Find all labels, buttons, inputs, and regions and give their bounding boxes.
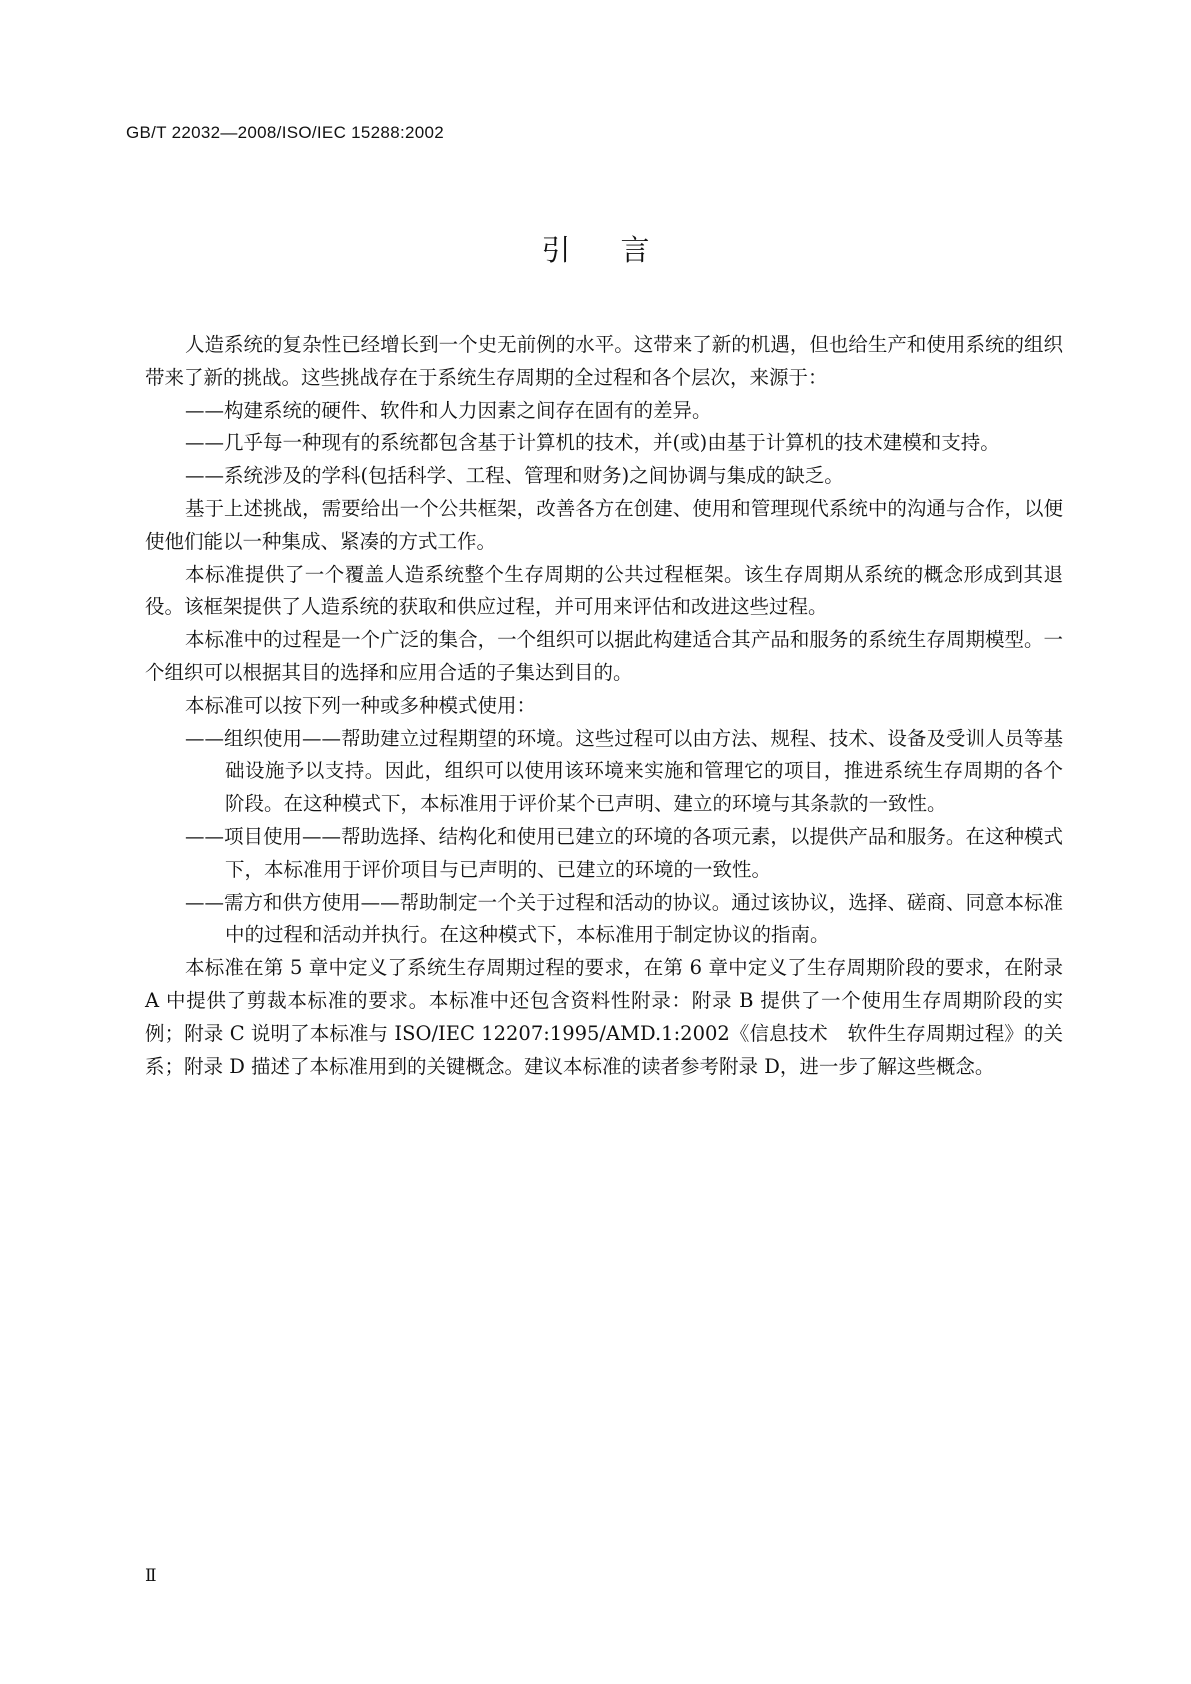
dash-item: ——构建系统的硬件、软件和人力因素之间存在固有的差异。 [185, 398, 712, 422]
paragraph: 基于上述挑战，需要给出一个公共框架，改善各方在创建、使用和管理现代系统中的沟通与合作，以便使他们能以一种集成、紧凑的方式工作。 [145, 496, 1063, 553]
paragraph: 本标准中的过程是一个广泛的集合，一个组织可以据此构建适合其产品和服务的系统生存周期模型。一个组织可以根据其目的选择和应用合适的子集达到目的。 [145, 628, 1063, 684]
dash-item: ——几乎每一种现有的系统都包含基于计算机的技术，并(或)由基于计算机的技术建模和支持。 [185, 431, 1000, 455]
body-text [145, 329, 1063, 1083]
mode-item-project: ——项目使用——帮助选择、结构化和使用已建立的环境的各项元素，以提供产品和服务。在这种模式下，本标准用于评价项目与已声明的、已建立的环境的一致性。 [185, 824, 1063, 881]
paragraph: 本标准在第 5 章中定义了系统生存周期过程的要求，在第 6 章中定义了生存周期阶段的要求，在附录 A 中提供了剪裁本标准的要求。本标准中还包含资料性附录：附录 B 提供了一个使用生存周期阶段的实例；附录 C 说明了本标准与 ISO/IEC 12207:1995/AMD.1:2002《信息技术 软件生存周期过程》的关系；附录 D 描述了本标准用到的关键概念。建议本标准的读者参考附录 D，进一步了解这些概念。 [145, 956, 1063, 1078]
paragraph: 本标准提供了一个覆盖人造系统整个生存周期的公共过程框架。该生存周期从系统的概念形成到其退役。该框架提供了人造系统的获取和供应过程，并可用来评估和改进这些过程。 [145, 562, 1063, 619]
paragraph: 人造系统的复杂性已经增长到一个史无前例的水平。这带来了新的机遇，但也给生产和使用系统的组织带来了新的挑战。这些挑战存在于系统生存周期的全过程和各个层次，来源于： [145, 333, 1063, 389]
mode-item-organization: ——组织使用——帮助建立过程期望的环境。这些过程可以由方法、规程、技术、设备及受训人员等基础设施予以支持。因此，组织可以使用该环境来实施和管理它的项目，推进系统生存周期的各个阶段。在这种模式下，本标准用于评价某个已声明、建立的环境与其条款的一致性。 [185, 726, 1063, 816]
page-title: 引言 [541, 233, 700, 267]
dash-item: ——系统涉及的学科(包括科学、工程、管理和财务)之间协调与集成的缺乏。 [185, 464, 844, 488]
document-code-header: GB/T 22032—2008/ISO/IEC 15288:2002 [126, 123, 444, 142]
page-number: Ⅱ [145, 1566, 157, 1586]
mode-item-acquirer-supplier: ——需方和供方使用——帮助制定一个关于过程和活动的协议。通过该协议，选择、磋商、同意本标准中的过程和活动并执行。在这种模式下，本标准用于制定协议的指南。 [185, 890, 1063, 947]
paragraph: 本标准可以按下列一种或多种模式使用： [185, 693, 537, 717]
